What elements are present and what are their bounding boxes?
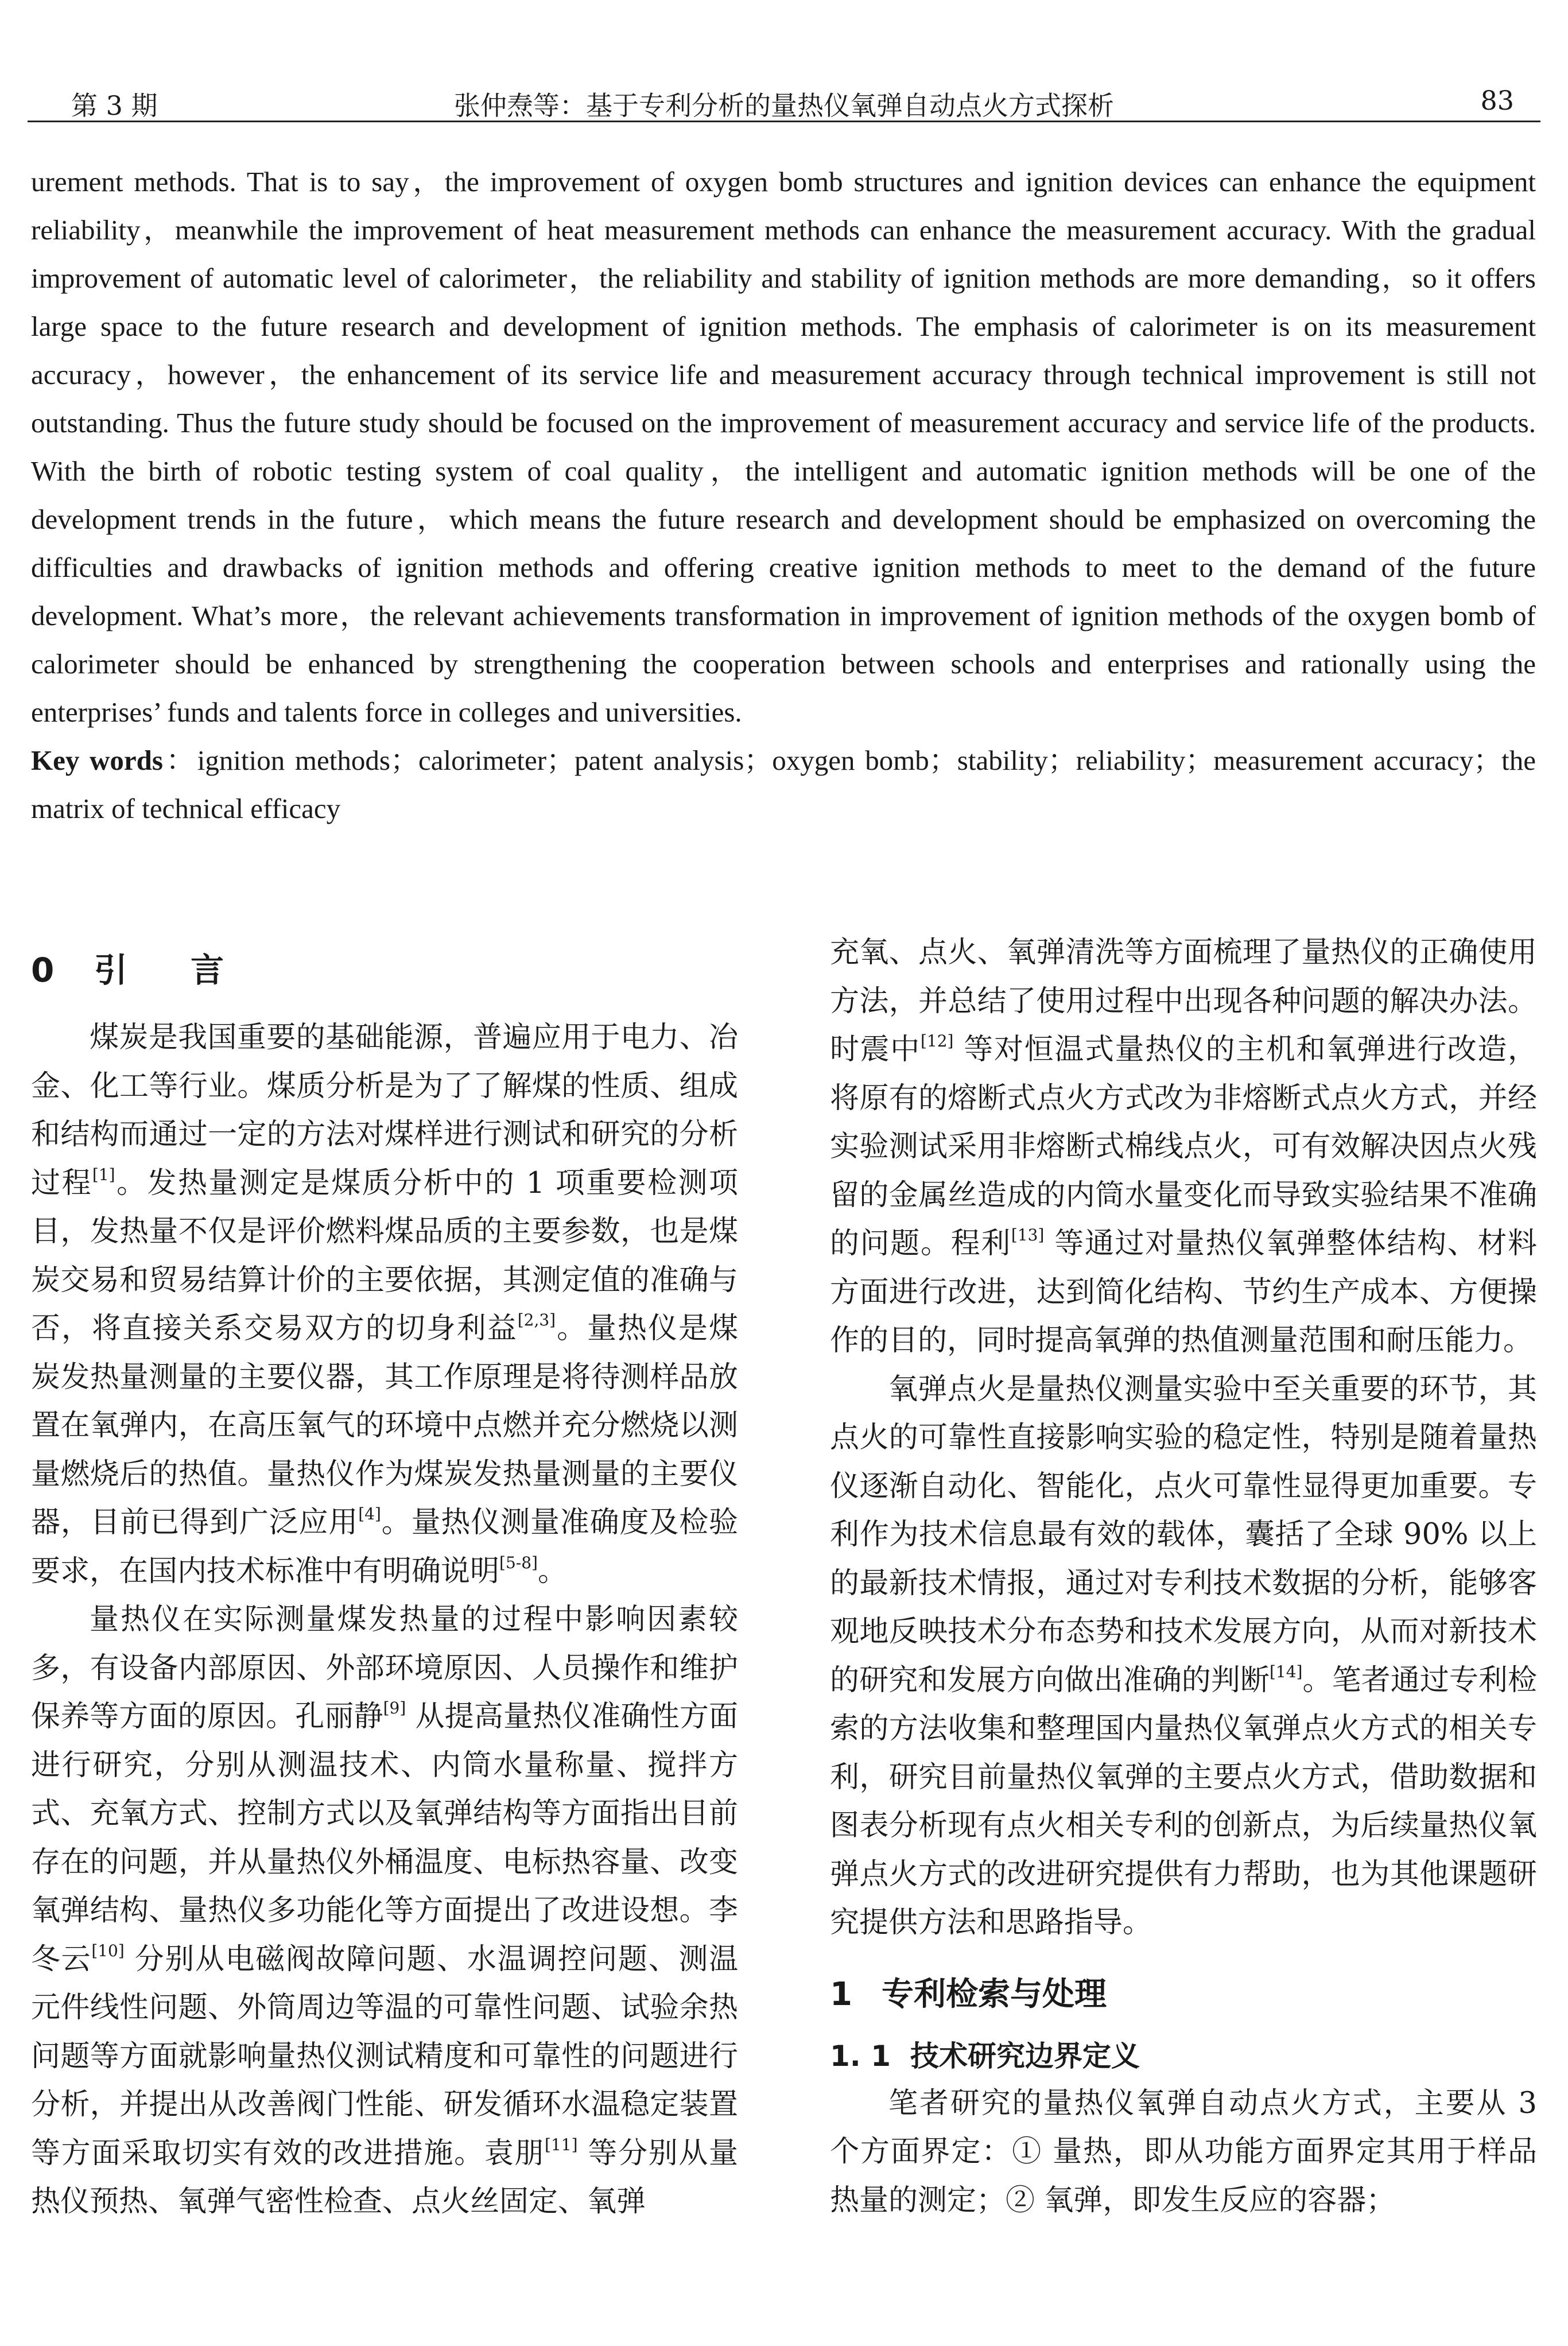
keywords xyxy=(31,736,1536,833)
paragraph: 煤炭是我国重要的基础能源，普遍应用于电力、冶金、化工等行业。煤质分析是为了了解煤的性质、组成和结构而通过一定的方法对煤样进行测试和研究的分析过程[1]。发热量测定是煤质分析中的 1 项重要检测项目，发热量不仅是评价燃料煤品质的主要参数，也是煤炭交易和贸易结算计价的主要依据，其测定值的准确与否，将直接关系交易双方的切身利益[2,3]。量热仪是煤炭发热量测量的主要仪器，其工作原理是将待测样品放置在氧弹内，在高压氧气的环境中点燃并充分燃烧以测量燃烧后的热值。量热仪作为煤炭发热量测量的主要仪器，目前已得到广泛应用[4]。量热仪测量准确度及检验要求，在国内技术标准中有明确说明[5-8]。 xyxy=(31,1021,738,1588)
issue-number: 第 3 期 xyxy=(71,90,158,121)
section-number: 0 xyxy=(31,951,55,990)
citation: [10] xyxy=(91,1941,125,1960)
subsection-heading-boundary xyxy=(830,2036,1537,2076)
citation: [14] xyxy=(1269,1662,1303,1681)
running-header xyxy=(28,75,1540,122)
section-number: 1 xyxy=(830,1975,852,2013)
abstract-text: urement methods. That is to say，the improvement of oxygen bomb structures and ignition devices can enhance the equipment reliability，meanwhile the improvement of heat measurement methods can enhance the measurement accuracy. With the gradual improvement of automatic level of calorimeter，the reliability and stability of ignition methods are more demanding，so it offers large space to the future research and development of ignition methods. The emphasis of calorimeter is on its measurement accuracy，however，the enhancement of its service life and measurement accuracy through technical improvement is still not outstanding. Thus the future study should be focused on the improvement of measurement accuracy and service life of the products. With the birth of robotic testing system of coal quality，the intelligent and automatic ignition methods will be one of the development trends in the future，which means the future research and development should be emphasized on overcoming the difficulties and drawbacks of ignition methods and offering creative ignition methods to meet to the demand of the future development. What’s more，the relevant achievements transformation in improvement of ignition methods of the oxygen bomb of calorimeter should be enhanced by strengthening the cooperation between schools and enterprises and rationally using the enterprises’ funds and talents force in colleges and universities. xyxy=(31,166,1536,728)
page-number: 83 xyxy=(1480,85,1514,116)
paragraph: 氧弹点火是量热仪测量实验中至关重要的环节，其点火的可靠性直接影响实验的稳定性，特别是随着量热仪逐渐自动化、智能化，点火可靠性显得更加重要。专利作为技术信息最有效的载体，囊括了全球 90% 以上的最新技术情报，通过对专利技术数据的分析，能够客观地反映技术分布态势和技术发展方向，从而对新技术的研究和发展方向做出准确的判断[14]。笔者通过专利检索的方法收集和整理国内量热仪氧弹点火方式的相关专利，研究目前量热仪氧弹的主要点火方式，借助数据和图表分析现有点火相关专利的创新点，为后续量热仪氧弹点火方式的改进研究提供有力帮助，也为其他课题研究提供方法和思路指导。 xyxy=(830,1372,1537,1940)
citation: [11] xyxy=(545,2135,578,2154)
subsection-number: 1. 1 xyxy=(830,2039,891,2073)
left-column xyxy=(31,930,738,2227)
citation: [4] xyxy=(358,1504,381,1523)
section-heading-patent-search xyxy=(830,1972,1537,2018)
citation: [9] xyxy=(383,1699,406,1717)
citation: [2,3] xyxy=(517,1310,556,1329)
section-title: 引言 xyxy=(94,951,288,990)
section-title: 专利检索与处理 xyxy=(882,1975,1107,2013)
right-column xyxy=(830,929,1537,2225)
citation: [13] xyxy=(1011,1226,1045,1244)
paragraph-continued: 充氧、点火、氧弹清洗等方面梳理了量热仪的正确使用方法，并总结了使用过程中出现各种问题的解决办法。时震中[12] 等对恒温式量热仪的主机和氧弹进行改造，将原有的熔断式点火方式改为非熔断式点火方式，并经实验测试采用非熔断式棉线点火，可有效解决因点火残留的金属丝造成的内筒水量变化而导致实验结果不准确的问题。程利[13] 等通过对量热仪氧弹整体结构、材料方面进行改进，达到简化结构、节约生产成本、方便操作的目的，同时提高氧弹的热值测量范围和耐压能力。 xyxy=(830,936,1537,1358)
citation: [1] xyxy=(92,1165,115,1184)
paragraph: 量热仪在实际测量煤发热量的过程中影响因素较多，有设备内部原因、外部环境原因、人员操作和维护保养等方面的原因。孔丽静[9] 从提高量热仪准确性方面进行研究，分别从测温技术、内筒水量称量、搅拌方式、充氧方式、控制方式以及氧弹结构等方面指出目前存在的问题，并从量热仪外桶温度、电标热容量、改变氧弹结构、量热仪多功能化等方面提出了改进设想。李冬云[10] 分别从电磁阀故障问题、水温调控问题、测温元件线性问题、外筒周边等温的可靠性问题、试验余热问题等方面就影响量热仪测试精度和可靠性的问题进行分析，并提出从改善阀门性能、研发循环水温稳定装置等方面采取切实有效的改进措施。袁朋[11] 等分别从量热仪预热、氧弹气密性检查、点火丝固定、氧弹 xyxy=(31,1603,738,2219)
keywords-label: Key words xyxy=(31,744,163,776)
keywords-text: ：ignition methods；calorimeter；patent analysis；oxygen bomb；stability；reliability；measurement accuracy；the matrix of technical efficacy xyxy=(31,744,1536,824)
subsection-title: 技术研究边界定义 xyxy=(910,2039,1140,2073)
section-heading-introduction xyxy=(31,947,738,993)
citation: [12] xyxy=(920,1032,954,1050)
running-title: 张仲焘等：基于专利分析的量热仪氧弹自动点火方式探析 xyxy=(454,90,1114,121)
english-abstract xyxy=(31,158,1536,833)
citation: [5-8] xyxy=(499,1553,538,1572)
paragraph: 笔者研究的量热仪氧弹自动点火方式，主要从 3 个方面界定：① 量热，即从功能方面界定其用于样品热量的测定；② 氧弹，即发生反应的容器； xyxy=(830,2086,1537,2217)
